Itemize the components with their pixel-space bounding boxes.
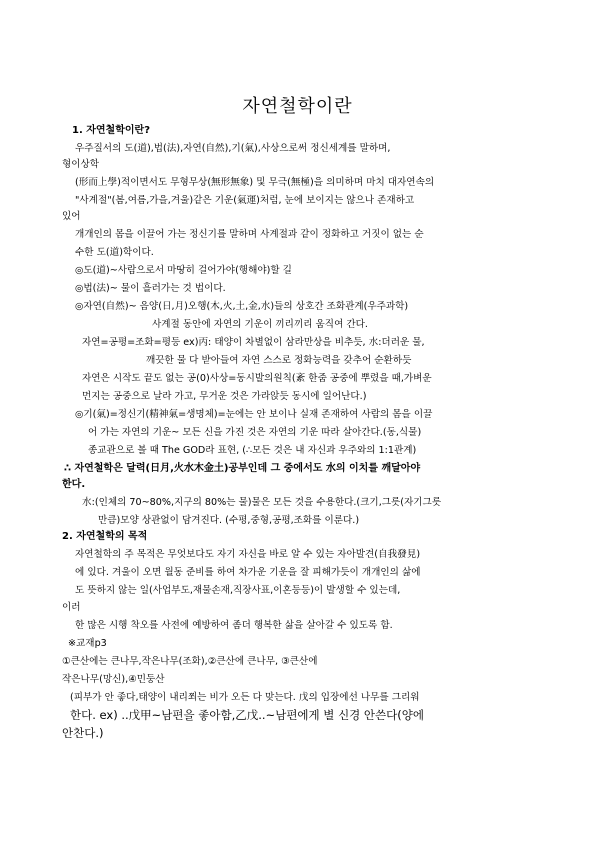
text-line: 수한 도(道)학이다. <box>75 247 154 258</box>
text-line: (形而上學)적이면서도 무형무상(無形無象) 및 무극(無極)을 의미하며 마치 대자연속의 <box>75 177 435 188</box>
text-line: "사계절"(봄,여름,가을,겨울)같은 기운(氣運)처럼, 눈에 보이지는 않으나 존재하고 <box>75 195 415 206</box>
text-line: 자연은 시작도 끝도 없는 공(0)사상=동시발의원칙(紊 한줌 공중에 뿌렸을 때,가벼운 <box>82 373 432 384</box>
text-line: ◎기(氣)=정신기(精神氣=생명체)=눈에는 안 보이나 실재 존재하여 사람의 몸을 이끌 <box>75 409 433 420</box>
text-line: 작은나무(망신),④민둥산 <box>62 674 165 685</box>
emphasis-line: ∴ 자연철학은 달력(日月,火水木金土)공부인데 그 중에서도 水의 이치를 깨달아야 <box>64 463 421 474</box>
section-heading-1: 1. 자연철학이란? <box>72 125 150 136</box>
text-line: 깨끗한 물 다 받아들여 자연 스스로 정화능력을 갖추어 순환하듯 <box>146 355 412 366</box>
text-line: 한 많은 시행 착오를 사전에 예방하여 좀더 행복한 삶을 살아갈 수 있도록 함. <box>75 620 393 631</box>
text-line: 어 가는 자연의 기운~ 모든 신을 가진 것은 자연의 기운 따라 살아간다.(동,식물) <box>88 427 422 438</box>
text-line: 한다. ex) ..戊甲~남편을 좋아함,乙戊..~남편에게 별 신경 안쓴다(양에 <box>70 708 424 722</box>
text-line: 이러 <box>62 602 81 613</box>
text-line: 안찬다.) <box>62 726 104 740</box>
text-line: 水:(인체의 70~80%,지구의 80%는 물)물은 모든 것을 수용한다.(크기,그릇(자기그릇 <box>82 497 442 508</box>
text-line: 도 뜻하지 않는 일(사업부도,재물손재,직장사표,이혼등등)이 발생할 수 있는데, <box>75 585 401 596</box>
text-line: ①큰산에는 큰나무,작은나무(조화),②큰산에 큰나무, ③큰산에 <box>62 656 318 667</box>
text-line: ◎자연(自然)~ 음양(日,月)오행(木,火,土,金,水)들의 상호간 조화관계(우주과학) <box>75 301 409 312</box>
text-line: 에 있다. 겨울이 오면 월동 준비를 하여 차가운 기운을 잘 피해가듯이 개개인의 삶에 <box>75 567 421 578</box>
text-line: ◎법(法)~ 물이 흘러가는 것 법이다. <box>75 283 226 294</box>
text-line: 자연철학의 주 목적은 무엇보다도 자기 자신을 바로 알 수 있는 자아발견(自我發見) <box>75 549 421 560</box>
text-line: 만큼)모양 상관없이 담겨진다. (수평,중형,공평,조화를 이룬다.) <box>98 515 360 526</box>
text-line: 형이상학 <box>62 159 100 170</box>
text-line: 개개인의 몸을 이끌어 가는 정신기를 말하며 사계절과 같이 정화하고 거짓이 없는 순 <box>75 229 424 240</box>
section-heading-2: 2. 자연철학의 목적 <box>62 531 148 542</box>
page-title: 자연철학이란 <box>242 96 353 117</box>
text-line: 우주질서의 도(道),법(法),자연(自然),기(氣),사상으로써 정신세계를 말하며, <box>75 143 391 154</box>
text-line: ※교재p3 <box>68 638 107 649</box>
text-line: 종교관으로 볼 때 The GOD라 표현, (∴모든 것은 내 자신과 우주와의 1:1관계) <box>88 445 417 456</box>
text-line: 사계절 동안에 자연의 기운이 끼리끼리 움직여 간다. <box>152 319 368 330</box>
text-line: 자연=공평=조화=평등 ex)丙: 태양이 차별없이 삼라만상을 비추듯, 水:더러운 물, <box>82 337 425 348</box>
text-line: ◎도(道)~사람으로서 마땅히 걸어가야(행해야)할 길 <box>75 265 292 276</box>
text-line: 있어 <box>62 211 81 222</box>
emphasis-line: 한다. <box>62 479 86 490</box>
text-line: (피부가 안 좋다,태양이 내리쬐는 비가 오든 다 맞는다. 戊의 입장에선 나무를 그리워 <box>70 692 420 703</box>
text-line: 먼지는 공중으로 날라 가고, 무거운 것은 가라앉듯 동시에 일어난다.) <box>82 391 367 402</box>
